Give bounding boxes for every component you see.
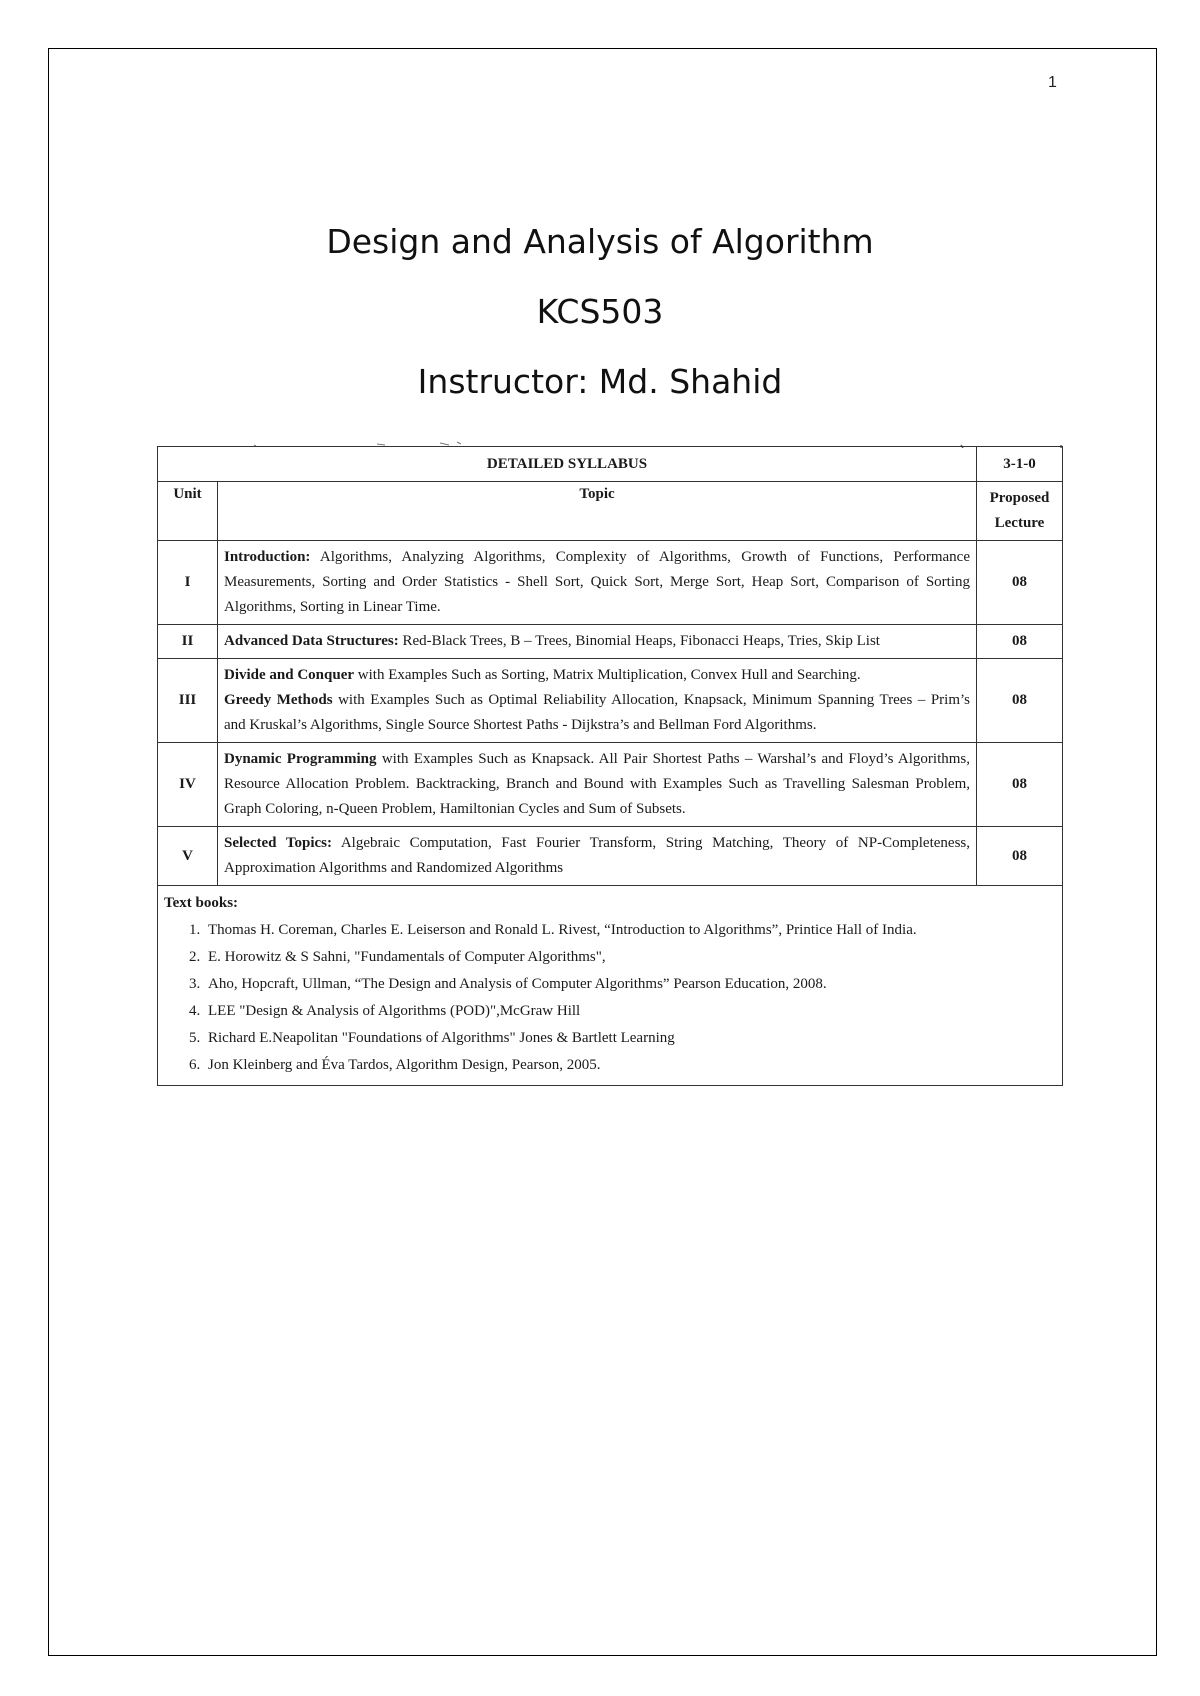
page-number: 1: [1048, 74, 1057, 91]
textbooks-list: [164, 917, 1056, 1079]
lecture-count: 08: [977, 659, 1063, 743]
unit-topic: [218, 827, 977, 886]
unit-topic: [218, 743, 977, 827]
list-item: 2. E. Horowitz & S Sahni, "Fundamentals of Computer Algorithms",: [204, 944, 1056, 971]
lecture-count: 08: [977, 743, 1063, 827]
topic-text: Algorithms, Analyzing Algorithms, Complexity of Algorithms, Growth of Functions, Performance Measurements, Sorting and Order Statistics - Shell Sort, Quick Sort, Merge Sort, Heap Sort, Comparison of Sorting Algorithms, Sorting in Linear Time.: [224, 549, 970, 615]
list-item: 4. LEE "Design & Analysis of Algorithms (POD)",McGraw Hill: [204, 998, 1056, 1025]
column-header-row: [158, 482, 1063, 541]
unit-number: III: [158, 659, 218, 743]
topic-text: with Examples Such as Optimal Reliability Allocation, Knapsack, Minimum Spanning Trees – Prim’s and Kruskal’s Algorithms, Single Source Shortest Paths - Dijkstra’s and Bellman Ford Algorithms.: [224, 692, 971, 733]
course-code: KCS503: [536, 292, 664, 331]
unit-number: IV: [158, 743, 218, 827]
syllabus-scan: [157, 446, 1063, 1086]
table-row: [158, 827, 1063, 886]
table-row: [158, 743, 1063, 827]
textbooks-section: [157, 886, 1063, 1086]
topic-heading: Selected Topics:: [224, 835, 332, 851]
textbooks-heading: Text books:: [164, 895, 239, 911]
syllabus-heading-row: [158, 447, 1063, 482]
lecture-count: 08: [977, 541, 1063, 625]
list-item: 1. Thomas H. Coreman, Charles E. Leiserson and Ronald L. Rivest, “Introduction to Algorithms”, Printice Hall of India.: [204, 917, 1056, 944]
unit-number: II: [158, 625, 218, 659]
list-item: 5. Richard E.Neapolitan "Foundations of Algorithms" Jones & Bartlett Learning: [204, 1025, 1056, 1052]
table-row: [158, 625, 1063, 659]
col-header-topic: Topic: [218, 482, 977, 541]
col-header-lecture: Proposed Lecture: [977, 482, 1063, 541]
table-row: [158, 541, 1063, 625]
document-title: Design and Analysis of Algorithm: [326, 222, 874, 261]
unit-number: I: [158, 541, 218, 625]
topic-text: Algebraic Computation, Fast Fourier Transform, String Matching, Theory of NP-Completeness, Approximation Algorithms and Randomized Algorithms: [224, 835, 970, 876]
unit-topic: [218, 541, 977, 625]
list-item: 6. Jon Kleinberg and Éva Tardos, Algorithm Design, Pearson, 2005.: [204, 1052, 1056, 1079]
topic-heading: Advanced Data Structures:: [224, 633, 399, 649]
unit-number: V: [158, 827, 218, 886]
table-row: [158, 659, 1063, 743]
topic-heading: Divide and Conquer: [224, 667, 355, 683]
instructor-line: Instructor: Md. Shahid: [417, 362, 783, 401]
topic-heading: Dynamic Programming: [224, 751, 377, 767]
credits: 3-1-0: [977, 447, 1063, 482]
list-item: 3. Aho, Hopcraft, Ullman, “The Design and Analysis of Computer Algorithms” Pearson Education, 2008.: [204, 971, 1056, 998]
lecture-count: 08: [977, 625, 1063, 659]
unit-topic: [218, 659, 977, 743]
topic-heading: Introduction:: [224, 549, 311, 565]
lecture-count: 08: [977, 827, 1063, 886]
topic-text: with Examples Such as Sorting, Matrix Multiplication, Convex Hull and Searching.: [354, 667, 861, 683]
col-header-unit: Unit: [158, 482, 218, 541]
syllabus-table: [157, 446, 1063, 886]
topic-heading: Greedy Methods: [224, 692, 333, 708]
unit-topic: [218, 625, 977, 659]
topic-text: with Examples Such as Knapsack. All Pair Shortest Paths – Warshal’s and Floyd’s Algorithms, Resource Allocation Problem. Backtracking, Branch and Bound with Examples Such as Travelling Salesman Problem, Graph Coloring, n-Queen Problem, Hamiltonian Cycles and Sum of Subsets.: [224, 751, 971, 817]
topic-text: Red-Black Trees, B – Trees, Binomial Heaps, Fibonacci Heaps, Tries, Skip List: [398, 633, 880, 649]
syllabus-heading: DETAILED SYLLABUS: [158, 447, 977, 482]
